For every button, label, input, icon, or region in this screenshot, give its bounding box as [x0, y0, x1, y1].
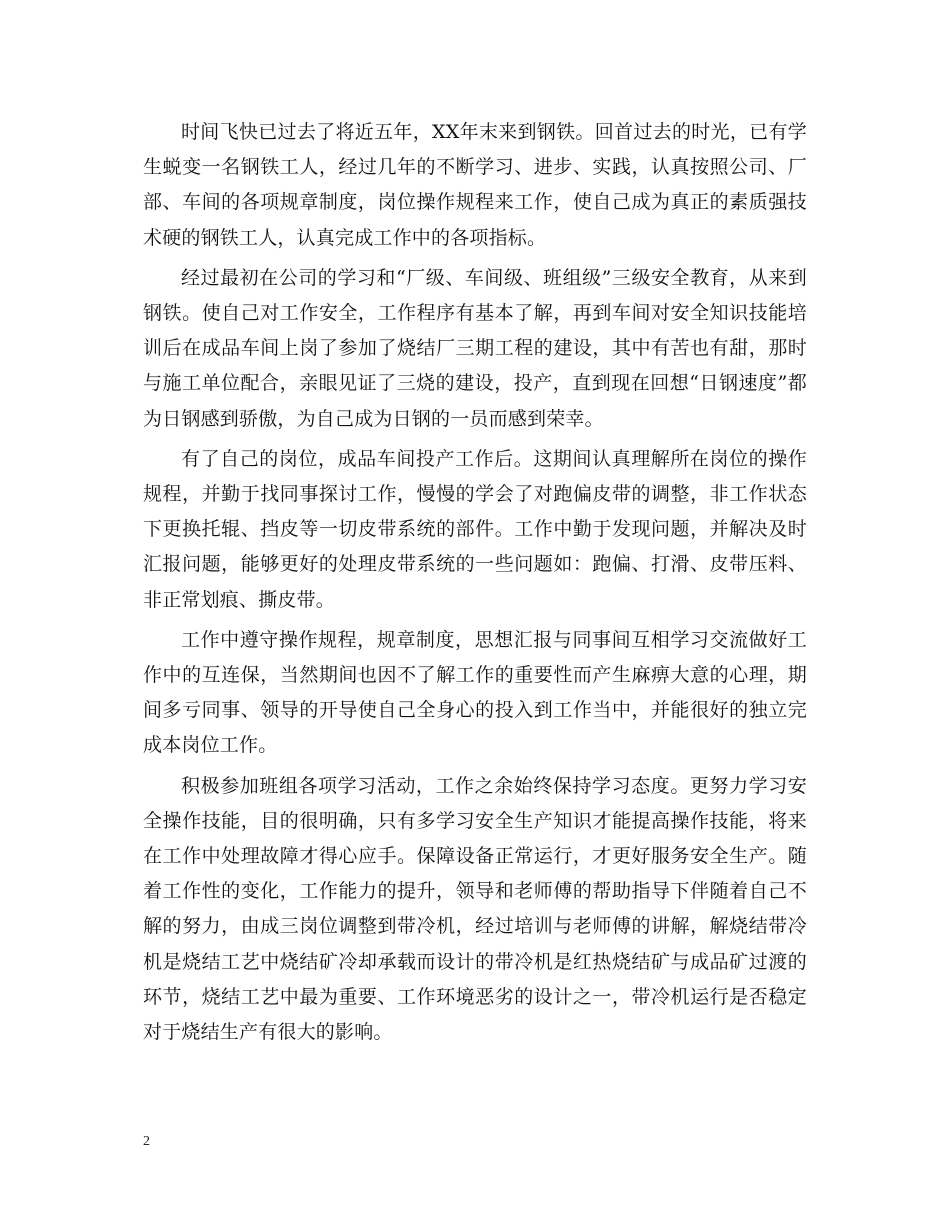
paragraph-4: 工作中遵守操作规程，规章制度，思想汇报与同事间互相学习交流做好工作中的互连保，当然期间也因不了解工作的重要性而产生麻痹大意的心理，期间多亏同事、领导的开导使自己全身心的投入到工作当中，并能很好的独立完成本岗位工作。 — [143, 628, 807, 757]
document-body — [143, 115, 807, 1055]
paragraph-1: 时间飞快已过去了将近五年，XX年末来到钢铁。回首过去的时光，已有学生蜕变一名钢铁工人，经过几年的不断学习、进步、实践，认真按照公司、厂部、车间的各项规章制度，岗位操作规程来工作，使自己成为真正的素质强技术硬的钢铁工人，认真完成工作中的各项指标。 — [143, 121, 807, 249]
paragraph-2: 经过最初在公司的学习和“厂级、车间级、班组级”三级安全教育，从来到钢铁。使自己对工作安全，工作程序有基本了解，再到车间对安全知识技能培训后在成品车间上岗了参加了烧结厂三期工程的建设，其中有苦也有甜，那时与施工单位配合，亲眼见证了三烧的建设，投产，直到现在回想“日钢速度”都为日钢感到骄傲，为自己成为日钢的一员而感到荣幸。 — [143, 266, 807, 430]
page-number: 2 — [143, 1134, 150, 1149]
paragraph-5: 积极参加班组各项学习活动，工作之余始终保持学习态度。更努力学习安全操作技能，目的很明确，只有多学习安全生产知识才能提高操作技能，将来在工作中处理故障才得心应手。保障设备正常运行，才更好服务安全生产。随着工作性的变化，工作能力的提升，领导和老师傅的帮助指导下伴随着自己不解的努力，由成三岗位调整到带冷机，经过培训与老师傅的讲解，解烧结带冷机是烧结工艺中烧结矿冷却承载而设计的带冷机是红热烧结矿与成品矿过渡的环节，烧结工艺中最为重要、工作环境恶劣的设计之一，带冷机运行是否稳定对于烧结生产有很大的影响。 — [143, 774, 807, 1044]
paragraph-3: 有了自己的岗位，成品车间投产工作后。这期间认真理解所在岗位的操作规程，并勤于找同事探讨工作，慢慢的学会了对跑偏皮带的调整，非工作状态下更换托辊、挡皮等一切皮带系统的部件。工作中勤于发现问题，并解决及时汇报问题，能够更好的处理皮带系统的一些问题如：跑偏、打滑、皮带压料、非正常划痕、撕皮带。 — [143, 447, 807, 611]
